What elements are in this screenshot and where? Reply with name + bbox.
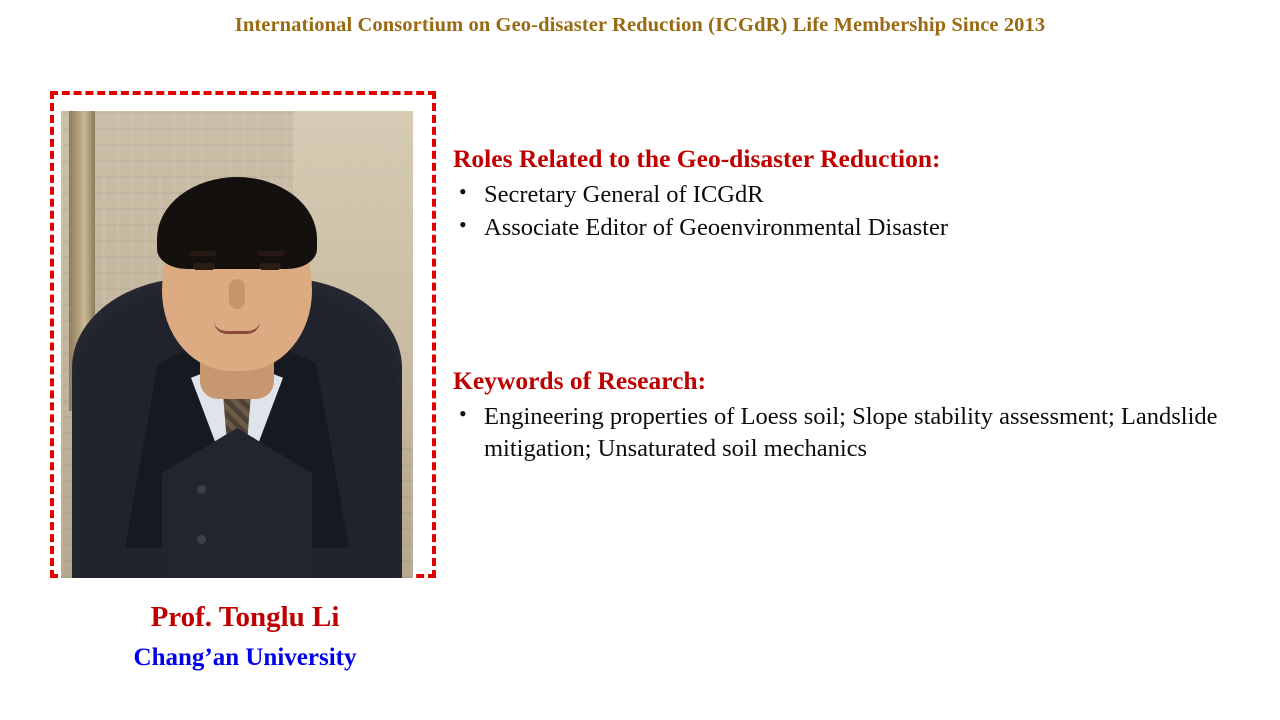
section-spacer bbox=[453, 245, 1243, 365]
section-keywords-heading: Keywords of Research: bbox=[453, 366, 707, 396]
photo-eyebrow-left bbox=[189, 251, 217, 256]
section-keywords bbox=[453, 365, 1243, 465]
section-keywords-list bbox=[453, 401, 1243, 465]
photo-eyebrow-right bbox=[257, 251, 285, 256]
list-item: • Secretary General of ICGdR bbox=[453, 179, 1243, 211]
photo-suit-button-upper bbox=[197, 485, 206, 494]
person-affiliation: Chang’an University bbox=[133, 644, 357, 671]
section-roles-list bbox=[453, 179, 1243, 244]
photo-eye-left bbox=[193, 263, 215, 270]
photo-suit-button-lower bbox=[197, 535, 206, 544]
list-item: • Associate Editor of Geoenvironmental Disaster bbox=[453, 212, 1243, 244]
section-roles bbox=[453, 143, 1243, 244]
list-item: • Engineering properties of Loess soil; Slope stability assessment; Landslide mitigation; Unsaturated soil mechanics bbox=[453, 401, 1243, 465]
photo-eye-right bbox=[259, 263, 281, 270]
photo-mouth bbox=[214, 321, 260, 334]
content-area bbox=[453, 143, 1243, 466]
person-name: Prof. Tonglu Li bbox=[150, 601, 340, 633]
page-title: International Consortium on Geo-disaster Reduction (ICGdR) Life Membership Since 2013 bbox=[234, 14, 1046, 36]
section-roles-heading: Roles Related to the Geo-disaster Reduction: bbox=[453, 144, 941, 173]
portrait-photo bbox=[61, 111, 413, 578]
photo-nose bbox=[229, 279, 245, 309]
